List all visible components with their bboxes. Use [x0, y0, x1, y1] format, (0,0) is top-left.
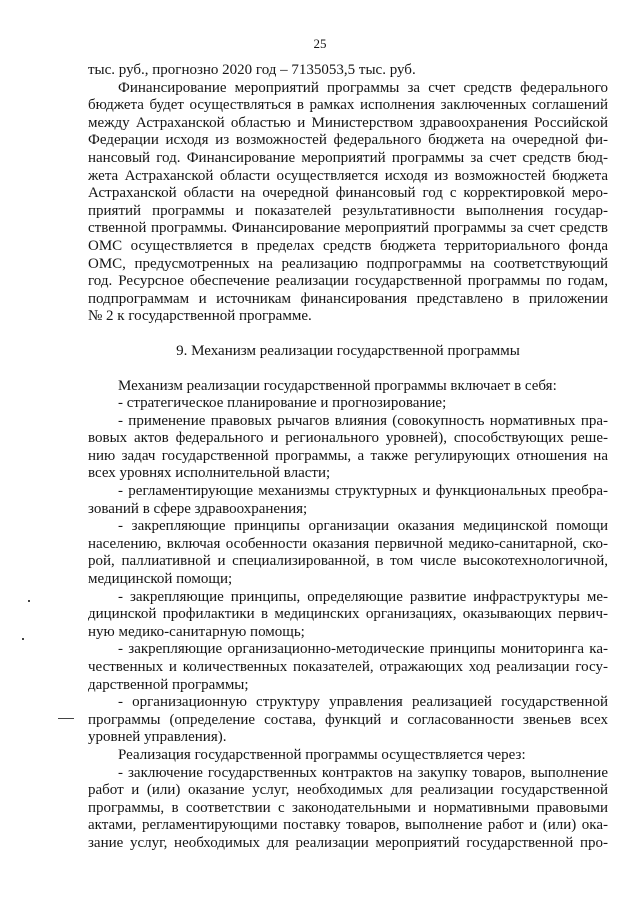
text-line: ОМС, предусмотренных на реализацию подпрограммы на соответствующий — [88, 255, 608, 272]
text-line: уровней управления). — [88, 729, 227, 746]
text-line: рой, паллиативной и специализированной, в том числе высокотехнологичной, — [88, 553, 608, 570]
text-line: - стратегическое планирование и прогнозирование; — [118, 395, 447, 412]
text-line: - организационную структуру управления реализацией государственной — [118, 694, 608, 711]
text-line: Федерации исходя из возможностей федерального бюджета на очередной фи- — [88, 132, 608, 149]
text-line: программы (определение состава, функций и согласованности звеньев всех — [88, 711, 608, 728]
text-line: тыс. руб., прогнозно 2020 год – 7135053,5 тыс. руб. — [88, 62, 416, 78]
text-line: ную медико-санитарную помощь; — [88, 623, 305, 640]
text-line: - закрепляющие принципы организации оказания медицинской помощи — [118, 518, 608, 535]
text-line: Реализация государственной программы осуществляется через: — [118, 746, 526, 763]
text-line: между Астраханской областью и Министерством здравоохранения Российской — [88, 114, 608, 131]
paragraph-gap — [88, 361, 608, 378]
text-line: программы, в соответствии с законодательными и нормативными правовыми — [88, 799, 608, 816]
text-line: - применение правовых рычагов влияния (совокупность нормативных пра- — [118, 412, 608, 429]
document-body — [88, 62, 608, 853]
text-line: - регламентирующие механизмы структурных и функциональных преобра- — [118, 483, 608, 500]
text-line: дицинской профилактики в медицинских организациях, оказывающих первич- — [88, 606, 608, 623]
text-line: ОМС осуществляется в пределах средств бюджета территориального фонда — [88, 237, 608, 254]
paragraph-gap — [88, 326, 608, 343]
text-line: жета Астраханской области осуществляется исходя из возможностей бюджета — [88, 167, 608, 184]
text-line: актами, регламентирующими поставку товаров, выполнение работ и (или) ока- — [88, 817, 608, 834]
text-line: нансовый год. Финансирование мероприятий программы за счет средств бюд- — [88, 149, 608, 166]
scan-mark — [58, 718, 74, 719]
text-line: дарственной программы; — [88, 676, 249, 693]
text-line: населению, включая особенности оказания первичной медико-санитарной, ско- — [88, 535, 608, 552]
text-line: всех уровнях исполнительной власти; — [88, 465, 331, 482]
text-line: № 2 к государственной программе. — [88, 308, 312, 325]
text-line: нию задач государственной программы, а также регулирующих отношения на — [88, 447, 608, 464]
section-heading: 9. Механизм реализации государственной программы — [176, 342, 520, 359]
page-number: 25 — [313, 36, 327, 51]
text-line: Механизм реализации государственной программы включает в себя: — [118, 377, 557, 394]
text-line: Астраханской области на очередной финансовый год с корректировкой меро- — [88, 185, 608, 202]
text-line: медицинской помощи; — [88, 571, 233, 588]
text-line: - заключение государственных контрактов на закупку товаров, выполнение — [118, 764, 608, 781]
text-line: зований в сфере здравоохранения; — [88, 500, 308, 517]
text-line: чественных и количественных показателей, отражающих ход реализации госу- — [88, 659, 608, 675]
text-line: ственной программы. Финансирование мероприятий программы за счет средств — [88, 220, 608, 237]
text-line: - закрепляющие организационно-методические принципы мониторинга ка- — [118, 641, 608, 658]
text-line: бюджета будет осуществляться в рамках исполнения заключенных соглашений — [88, 97, 608, 114]
text-line: вовых актов федерального и регионального уровней), способствующих реше- — [88, 430, 608, 447]
text-line: приятий программы и показателей результативности выполнения государ- — [88, 202, 608, 219]
text-line: подпрограммам и источникам финансирования представлено в приложении — [88, 290, 608, 307]
text-line: год. Ресурсное обеспечение реализации государственной программы по годам, — [88, 273, 608, 290]
text-line: работ и (или) оказание услуг, необходимых для реализации государственной — [88, 782, 608, 799]
scan-mark — [22, 638, 24, 640]
scan-mark — [28, 600, 30, 602]
text-line: Финансирование мероприятий программы за счет средств федерального — [118, 79, 608, 96]
text-line: зание услуг, необходимых для реализации мероприятий государственной про- — [88, 834, 608, 851]
text-line: - закрепляющие принципы, определяющие развитие инфраструктуры ме- — [118, 588, 608, 605]
